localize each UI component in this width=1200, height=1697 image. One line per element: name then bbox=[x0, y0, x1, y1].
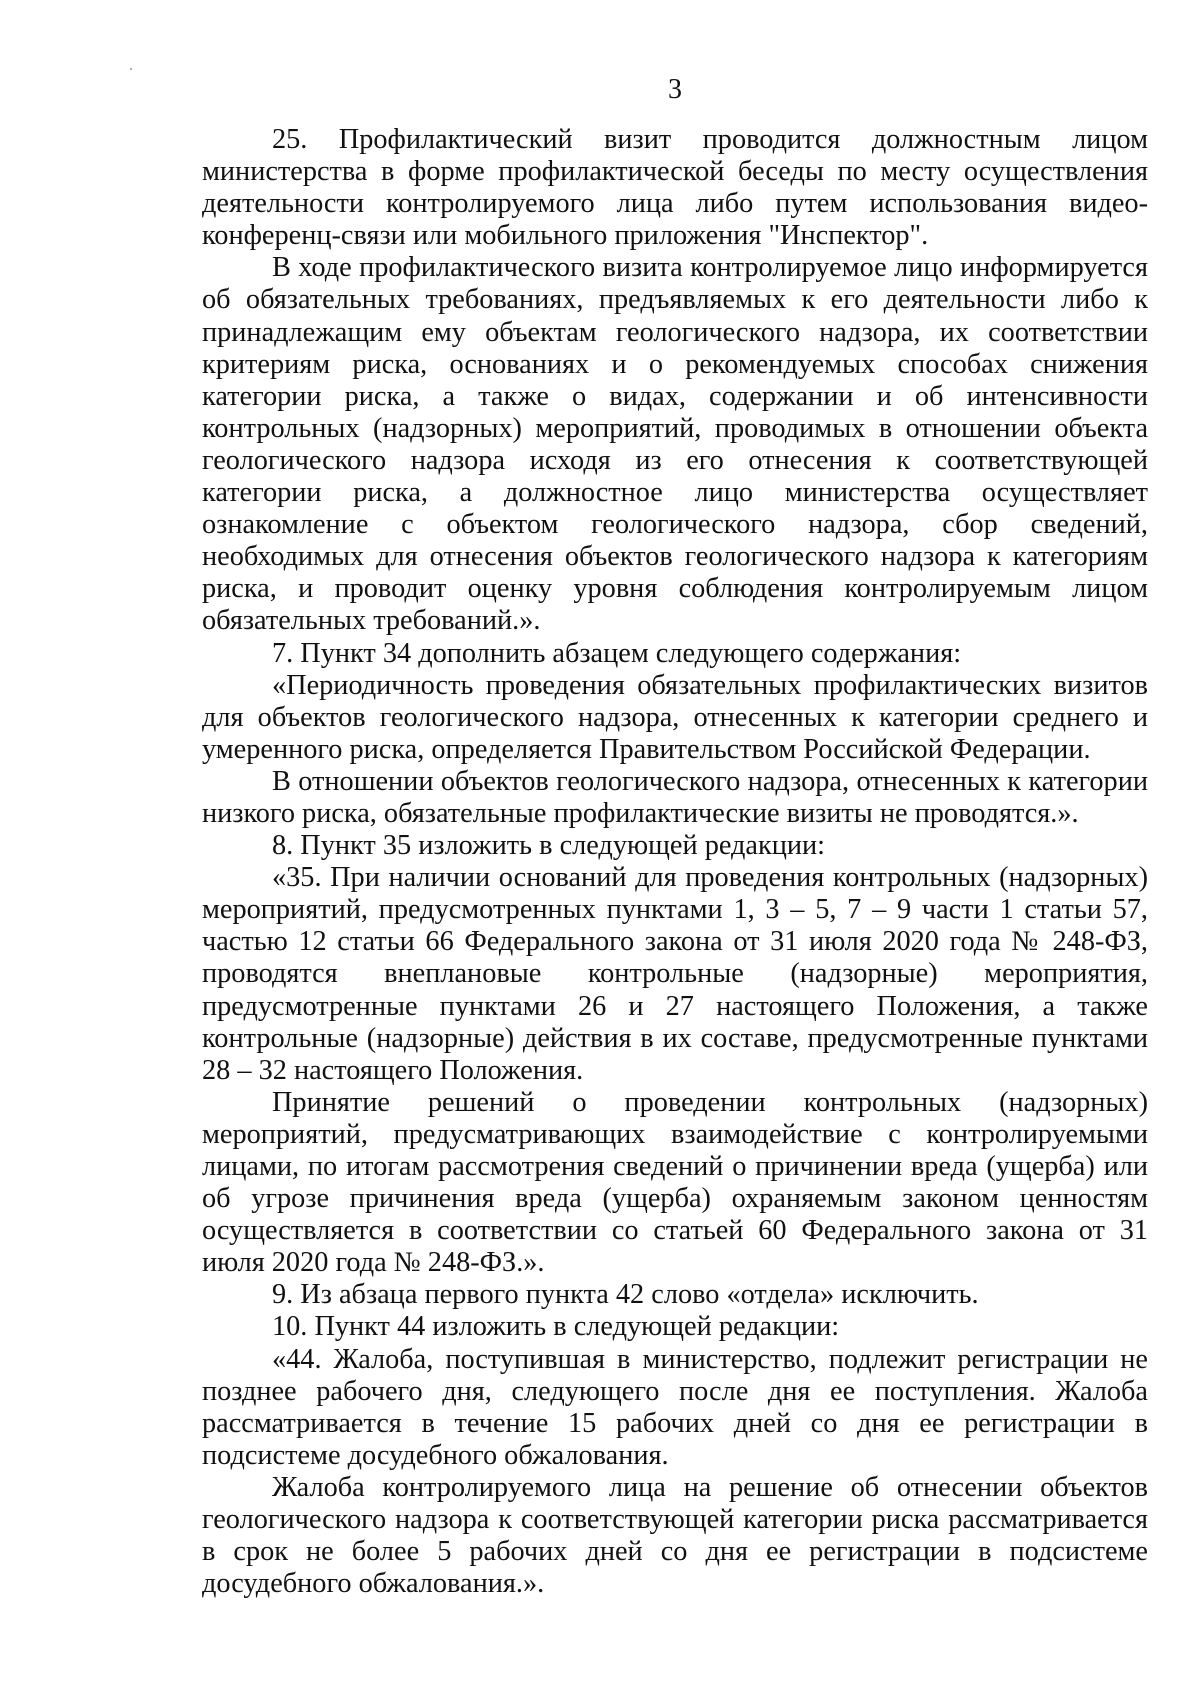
paragraph-visit-information: В ходе профилактического визита контролируемое лицо информируется об обязательных требованиях, предъявляемых к его деятельности либо к принадлежащим ему объектам геологического надзора, их соответствии критериям риска, основаниях и о рекомендуемых способах снижения категории риска, а также о видах, содержании и об интенсивности контрольных (надзорных) мероприятий, проводимых в отношении объекта геологического надзора исходя из его отнесения к соответствующей категории риска, а должностное лицо министерства осуществляет ознакомление с объектом геологического надзора, сбор сведений, необходимых для отнесения объектов геологического надзора к категориям риска, и проводит оценку уровня соблюдения контролируемым лицом обязательных требований.». bbox=[202, 252, 1148, 637]
paragraph-low-risk: В отношении объектов геологического надзора, отнесенных к категории низкого риска, обязательные профилактические визиты не проводятся.». bbox=[202, 765, 1148, 829]
paragraph-complaint-risk-category: Жалоба контролируемого лица на решение об отнесении объектов геологического надзора к соответствующей категории риска рассматривается в срок не более 5 рабочих дней со дня ее регистрации в подсистеме досудебного обжалования.». bbox=[202, 1471, 1148, 1600]
paragraph-amendment-10: 10. Пункт 44 изложить в следующей редакции: bbox=[272, 1311, 840, 1343]
paragraph-visit-periodicity: «Периодичность проведения обязательных профилактических визитов для объектов геологического надзора, отнесенных к категории среднего и умеренного риска, определяется Правительством Российской Федерации. bbox=[202, 669, 1148, 765]
paragraph-amendment-9: 9. Из абзаца первого пункта 42 слово «отдела» исключить. bbox=[272, 1279, 979, 1311]
paragraph-44-complaint: «44. Жалоба, поступившая в министерство, подлежит регистрации не позднее рабочего дня, следующего после дня ее поступления. Жалоба рассматривается в течение 15 рабочих дней со дня ее регистрации в подсистеме досудебного обжалования. bbox=[202, 1343, 1148, 1471]
document-body bbox=[202, 124, 1148, 1600]
paragraph-decision-making: Принятие решений о проведении контрольных (надзорных) мероприятий, предусматривающих взаимодействие с контролируемыми лицами, по итогам рассмотрения сведений о причинении вреда (ущерба) или об угрозе причинения вреда (ущерба) охраняемым законом ценностям осуществляется в соответствии со статьей 60 Федерального закона от 31 июля 2020 года № 248-ФЗ.». bbox=[202, 1086, 1148, 1279]
page-number: 3 bbox=[668, 74, 682, 105]
paragraph-35-unscheduled-measures: «35. При наличии оснований для проведения контрольных (надзорных) мероприятий, предусмотренных пунктами 1, 3 – 5, 7 – 9 части 1 статьи 57, частью 12 статьи 66 Федерального закона от 31 июля 2020 года № 248-ФЗ, проводятся внеплановые контрольные (надзорные) мероприятия, предусмотренные пунктами 26 и 27 настоящего Положения, а также контрольные (надзорные) действия в их составе, предусмотренные пунктами 28 – 32 настоящего Положения. bbox=[202, 862, 1148, 1086]
paragraph-25-preventive-visit: 25. Профилактический визит проводится должностным лицом министерства в форме профилактической беседы по месту осуществления деятельности контролируемого лица либо путем использования видео-конференц-связи или мобильного приложения "Инспектор". bbox=[202, 124, 1148, 252]
paragraph-amendment-7: 7. Пункт 34 дополнить абзацем следующего содержания: bbox=[272, 637, 962, 669]
paragraph-amendment-8: 8. Пункт 35 изложить в следующей редакции: bbox=[272, 830, 826, 862]
scan-speck bbox=[130, 68, 132, 70]
